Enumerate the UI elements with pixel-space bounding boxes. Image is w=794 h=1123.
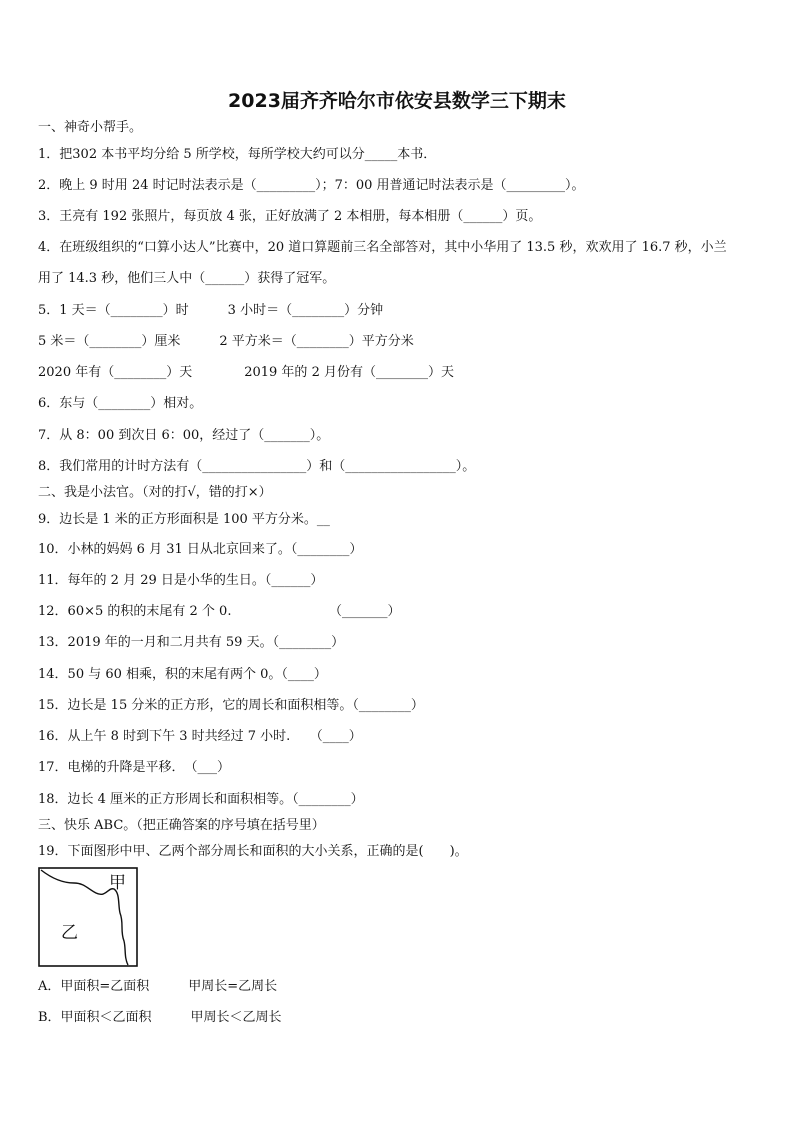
label-yi: 乙 [61, 923, 78, 943]
question-line: 6．东与（________）相对。 [38, 396, 203, 411]
question-line: 4．在班级组织的“口算小达人”比赛中，20 道口算题前三名全部答对，其中小华用了 13.5 秒，欢欢用了 16.7 秒，小兰 [38, 240, 727, 255]
answer-option-a: A．甲面积=乙面积 甲周长=乙周长 [38, 979, 278, 994]
question-line: 16．从上午 8 时到下午 3 时共经过 7 小时. （____） [38, 729, 362, 744]
question-line: 2020 年有（________）天 2019 年的 2 月份有（________）天 [38, 365, 454, 380]
section-heading: 三、快乐 ABC。（把正确答案的序号填在括号里） [38, 818, 325, 833]
question-line: 15．边长是 15 分米的正方形，它的周长和面积相等。（________） [38, 698, 424, 713]
question-line: 12．60×5 的积的末尾有 2 个 0. （_______） [38, 604, 401, 619]
question-line: 5 米＝（________）厘米 2 平方米＝（________）平方分米 [38, 334, 414, 349]
section-heading: 一、神奇小帮手。 [38, 120, 143, 135]
question-line: 11．每年的 2 月 29 日是小华的生日。（______） [38, 573, 324, 588]
question-line: 10．小林的妈妈 6 月 31 日从北京回来了。（________） [38, 542, 363, 557]
divided-square-figure [38, 867, 138, 967]
label-jia: 甲 [109, 873, 126, 893]
question-line: 3．王亮有 192 张照片，每页放 4 张，正好放满了 2 本相册，每本相册（______）页。 [38, 209, 542, 224]
question-line: 19．下面图形中甲、乙两个部分周长和面积的大小关系，正确的是( )。 [38, 844, 468, 859]
page-title: 2023届齐齐哈尔市依安县数学三下期末 [228, 90, 566, 112]
question-line: 7．从 8：00 到次日 6：00，经过了（_______）。 [38, 428, 330, 443]
question-line: 9．边长是 1 米的正方形面积是 100 平方分米。__ [38, 512, 330, 527]
question-line: 17．电梯的升降是平移． （___） [38, 760, 231, 775]
question-line: 2．晚上 9 时用 24 时记时法表示是（_________）；7：00 用普通记时法表示是（_________）。 [38, 178, 585, 193]
question-line: 18．边长 4 厘米的正方形周长和面积相等。（________） [38, 792, 364, 807]
question-line: 14．50 与 60 相乘，积的末尾有两个 0。（____） [38, 667, 327, 682]
question-line: 13．2019 年的一月和二月共有 59 天。（________） [38, 635, 345, 650]
question-line: 用了 14.3 秒，他们三人中（______）获得了冠军。 [38, 271, 336, 286]
question-line: 1．把302 本书平均分给 5 所学校，每所学校大约可以分_____本书． [38, 147, 437, 162]
section-heading: 二、我是小法官。（对的打√，错的打×） [38, 485, 272, 500]
answer-option-b: B．甲面积＜乙面积 甲周长＜乙周长 [38, 1010, 282, 1025]
question-line: 5．1 天＝（________）时 3 小时＝（________）分钟 [38, 303, 384, 318]
question-line: 8．我们常用的计时方法有（________________）和（_________________）。 [38, 459, 476, 474]
